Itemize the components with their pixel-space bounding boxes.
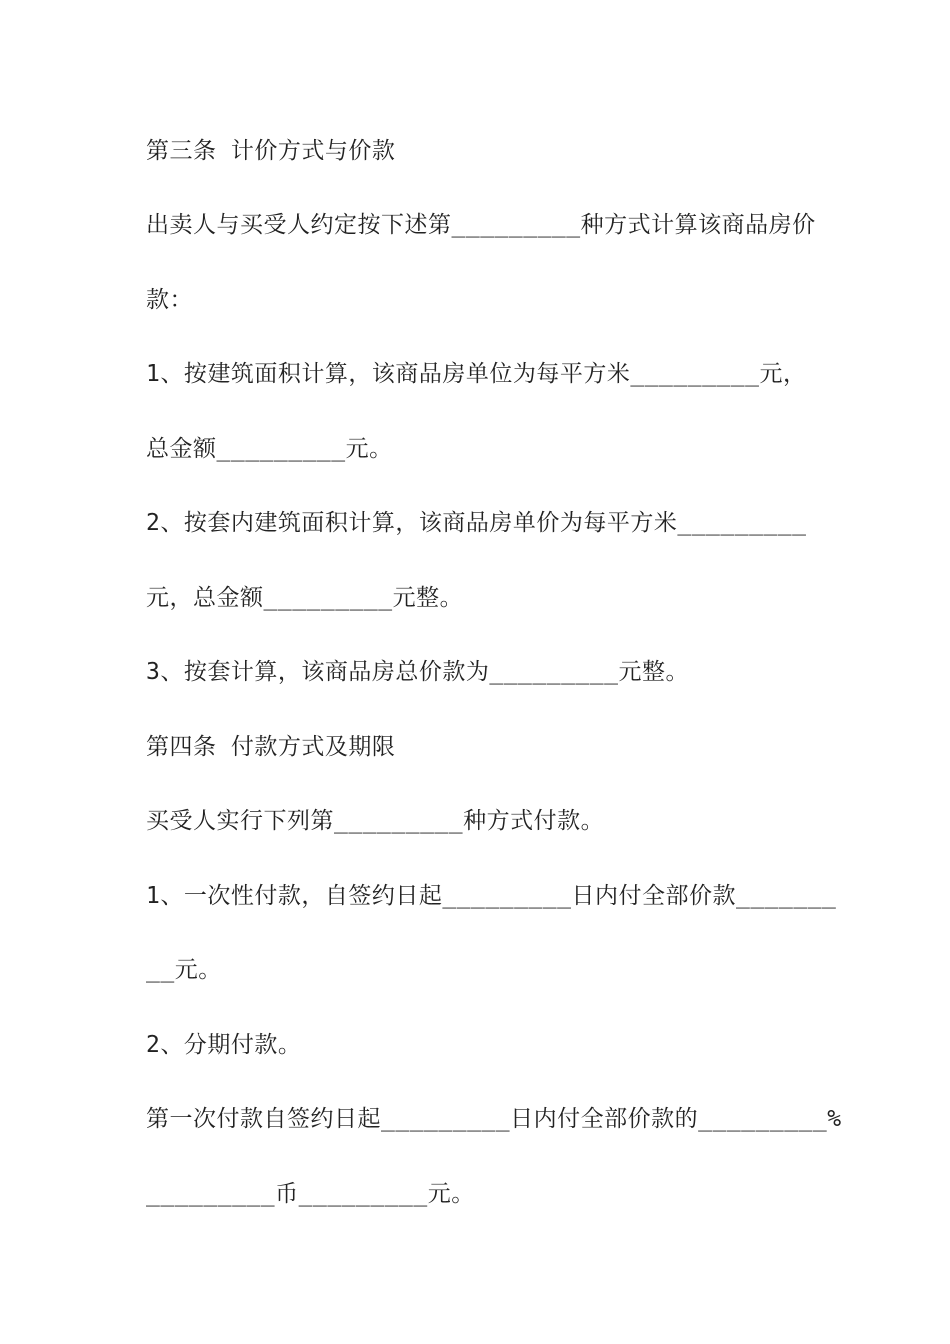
option-2-total: 元，总金额_________元整。 (146, 585, 464, 611)
article-4-heading: 第四条 付款方式及期限 (146, 734, 396, 760)
option-1-total: 总金额_________元。 (146, 436, 393, 462)
pricing-method-clause-cont: 款： (146, 287, 193, 313)
option-2-interior-area: 2、按套内建筑面积计算，该商品房单价为每平方米_________ (146, 510, 807, 536)
payment-2-installments: 2、分期付款。 (146, 1032, 302, 1058)
option-3-per-unit: 3、按套计算，该商品房总价款为_________元整。 (146, 659, 689, 685)
payment-1-lump-sum-cont: __元。 (146, 957, 222, 983)
payment-method-clause: 买受人实行下列第_________种方式付款。 (146, 808, 605, 834)
option-1-building-area: 1、按建筑面积计算，该商品房单位为每平方米_________元， (146, 361, 807, 387)
first-installment-amount: _________币_________元。 (146, 1181, 475, 1207)
pricing-method-clause: 出卖人与买受人约定按下述第_________种方式计算该商品房价 (146, 212, 816, 238)
article-3-heading: 第三条 计价方式与价款 (146, 138, 396, 164)
first-installment-clause: 第一次付款自签约日起_________日内付全部价款的_________% (146, 1106, 842, 1132)
payment-1-lump-sum: 1、一次性付款，自签约日起_________日内付全部价款_______ (146, 883, 837, 909)
